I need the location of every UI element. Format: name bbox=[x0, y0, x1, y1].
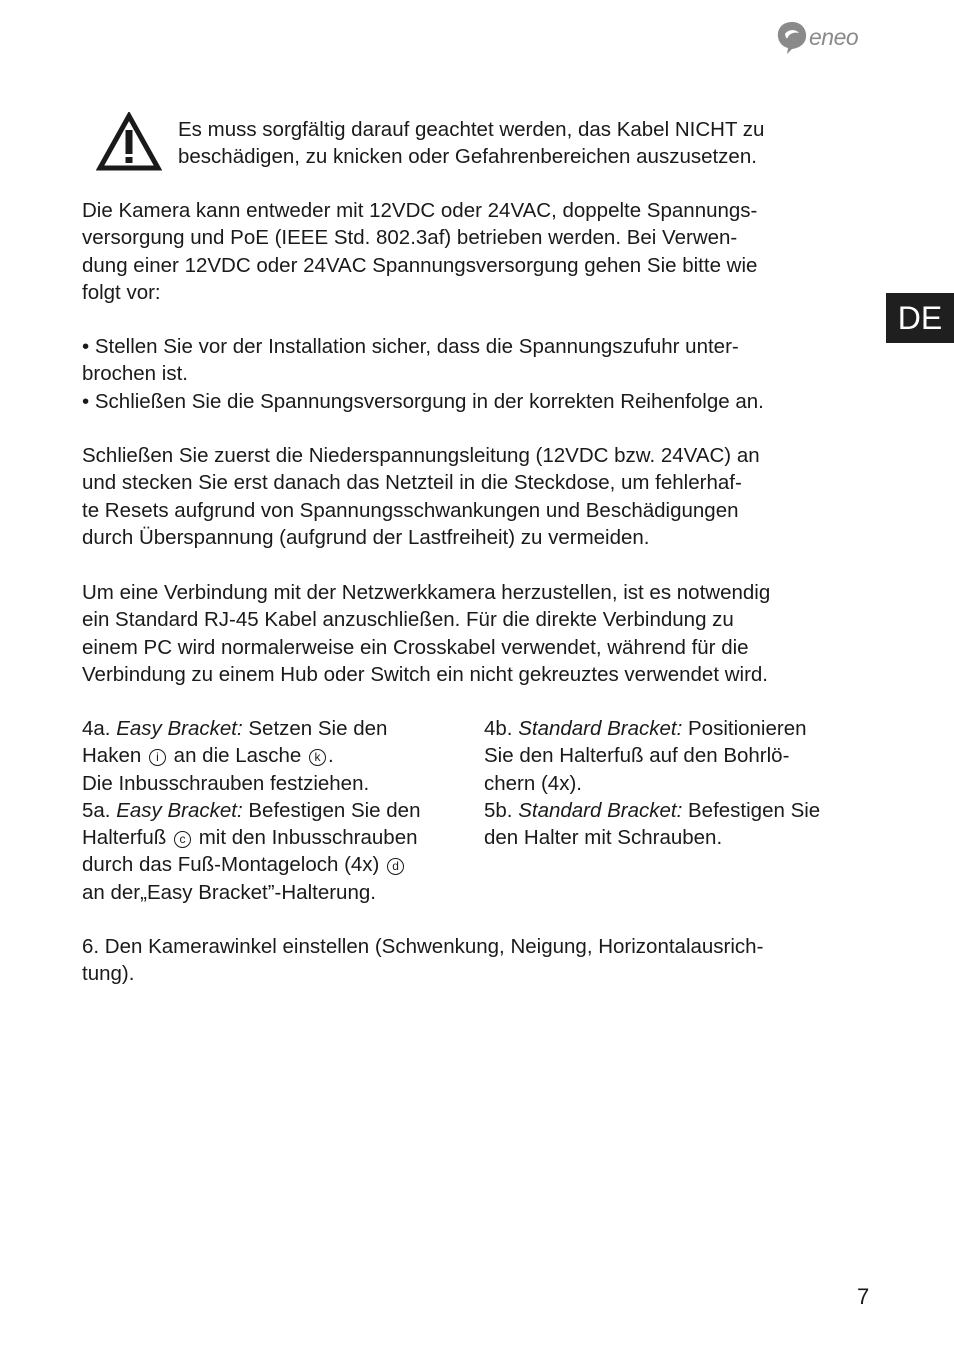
text-line: tung). bbox=[82, 962, 135, 986]
step-label: Standard Bracket: bbox=[518, 717, 683, 740]
step-label: Standard Bracket: bbox=[518, 798, 683, 822]
step-6-paragraph bbox=[82, 933, 882, 988]
list-item: • Schließen Sie die Spannungsversorgung in der korrekten Reihenfolge an. bbox=[82, 389, 764, 413]
step-text: mit den Inbusschrauben bbox=[193, 826, 418, 850]
step-5b bbox=[484, 797, 874, 824]
network-paragraph bbox=[82, 579, 882, 688]
text-line: und stecken Sie erst danach das Netzteil in die Steckdose, um fehlerhaf- bbox=[82, 471, 742, 495]
list-item: • Stellen Sie vor der Installation sicher, dass die Spannungszufuhr unter- bbox=[82, 335, 739, 358]
step-text: Setzen Sie den bbox=[242, 717, 388, 740]
step-label: Easy Bracket: bbox=[116, 798, 243, 822]
standard-bracket-column bbox=[484, 715, 874, 851]
step-text: an die Lasche bbox=[167, 744, 308, 768]
step-5a-line bbox=[82, 824, 472, 851]
callout-i-marker: i bbox=[149, 749, 166, 766]
step-5a-line bbox=[82, 851, 472, 878]
step-text: Haken bbox=[82, 744, 147, 768]
callout-c-marker: c bbox=[174, 831, 191, 848]
text-line: versorgung und PoE (IEEE Std. 802.3af) betrieben werden. Bei Verwen- bbox=[82, 226, 738, 250]
text-line: Schließen Sie zuerst die Niederspannungsleitung (12VDC bzw. 24VAC) an bbox=[82, 444, 760, 467]
text-line: Die Kamera kann entweder mit 12VDC oder 24VAC, doppelte Spannungs- bbox=[82, 199, 758, 222]
callout-k-marker: k bbox=[309, 749, 326, 766]
text-line: 6. Den Kamerawinkel einstellen (Schwenkung, Neigung, Horizontalausrich- bbox=[82, 935, 764, 958]
step-text: durch das Fuß-Montageloch (4x) bbox=[82, 853, 386, 877]
page-number: 7 bbox=[857, 1284, 870, 1309]
step-text: an der„Easy Bracket”-Halterung. bbox=[82, 880, 376, 904]
text-line: te Resets aufgrund von Spannungsschwankungen und Beschädigungen bbox=[82, 498, 739, 522]
step-text: den Halter mit Schrauben. bbox=[484, 826, 723, 850]
list-item: brochen ist. bbox=[82, 362, 188, 386]
text-line: dung einer 12VDC oder 24VAC Spannungsversorgung gehen Sie bitte wie bbox=[82, 253, 758, 277]
step-5a bbox=[82, 797, 472, 824]
text-line: folgt vor: bbox=[82, 280, 161, 304]
text-line: durch Überspannung (aufgrund der Lastfreiheit) zu vermeiden. bbox=[82, 525, 650, 549]
text-line: Um eine Verbindung mit der Netzwerkkamera herzustellen, ist es notwendig bbox=[82, 581, 771, 604]
text-line: einem PC wird normalerweise ein Crosskabel verwendet, während für die bbox=[82, 635, 749, 659]
warning-line: beschädigen, zu knicken oder Gefahrenbereichen auszusetzen. bbox=[178, 145, 757, 169]
power-paragraph bbox=[82, 442, 882, 551]
callout-d-marker: d bbox=[387, 858, 404, 875]
step-text: . bbox=[328, 744, 334, 768]
step-label: Easy Bracket: bbox=[116, 717, 243, 740]
warning-line: Es muss sorgfältig darauf geachtet werden, das Kabel NICHT zu bbox=[178, 118, 765, 141]
text-line: ein Standard RJ-45 Kabel anzuschließen. Für die direkte Verbindung zu bbox=[82, 608, 734, 632]
step-number: 5a. bbox=[82, 798, 117, 822]
step-text: Halterfuß bbox=[82, 826, 172, 850]
step-4b bbox=[484, 715, 874, 742]
warning-text bbox=[178, 116, 878, 170]
step-number: 4b. bbox=[484, 717, 519, 740]
intro-paragraph bbox=[82, 197, 882, 306]
step-text: chern (4x). bbox=[484, 771, 582, 795]
step-text: Befestigen Sie den bbox=[242, 798, 421, 822]
step-number: 5b. bbox=[484, 798, 519, 822]
brand-logo bbox=[776, 20, 876, 58]
step-text: Sie den Halterfuß auf den Bohrlö- bbox=[484, 744, 790, 768]
step-4a-line bbox=[82, 742, 472, 769]
language-tab: DE bbox=[886, 293, 954, 343]
step-4a bbox=[82, 715, 472, 742]
warning-triangle-icon bbox=[96, 112, 162, 172]
easy-bracket-column bbox=[82, 715, 472, 906]
step-text: Die Inbusschrauben festziehen. bbox=[82, 771, 370, 795]
bullet-list bbox=[82, 333, 882, 415]
step-number: 4a. bbox=[82, 717, 117, 740]
brand-name: eneo bbox=[809, 24, 859, 50]
text-line: Verbindung zu einem Hub oder Switch ein nicht gekreuztes verwendet wird. bbox=[82, 662, 768, 686]
step-text: Positionieren bbox=[682, 717, 807, 740]
eneo-logo-icon bbox=[776, 20, 808, 56]
step-text: Befestigen Sie bbox=[682, 798, 821, 822]
